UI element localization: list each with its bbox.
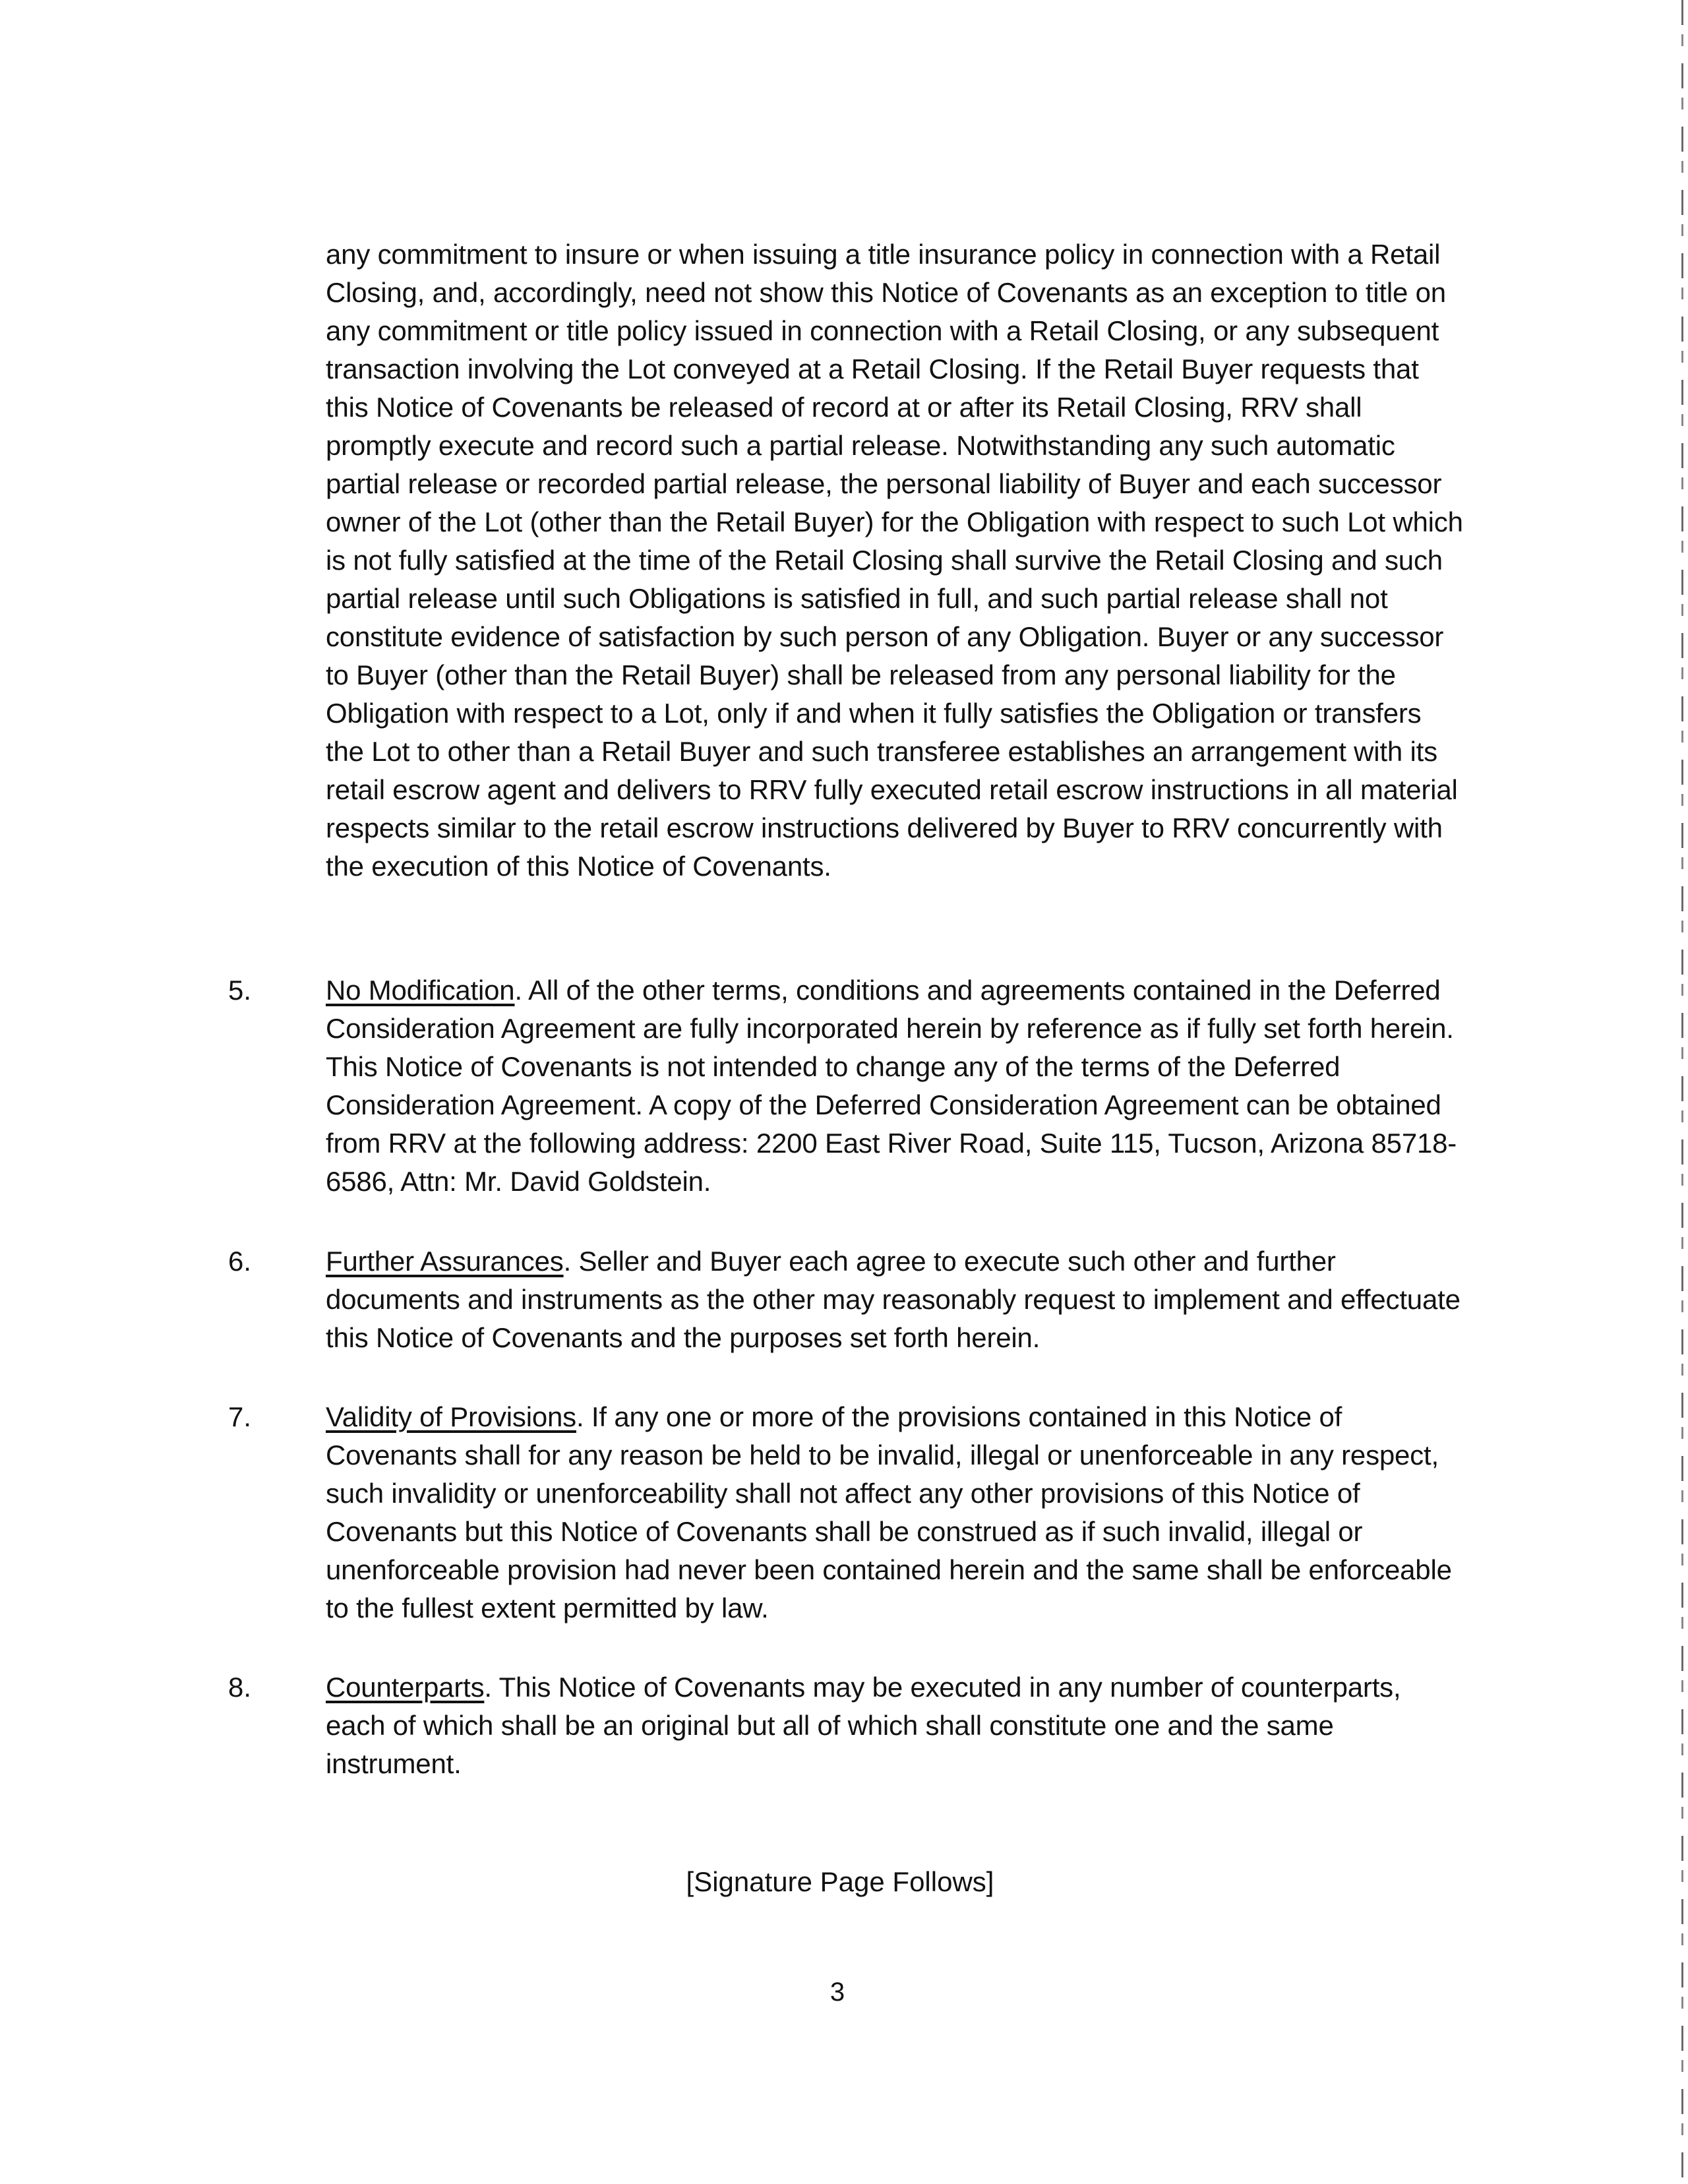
section-body [326, 971, 1468, 1201]
section-heading: Counterparts [326, 1672, 485, 1703]
page-number-text: 3 [829, 1978, 845, 2007]
section-text: . Seller and Buyer each agree to execute such other and further documents and instruments as the other may reasonably request to implement and effectuate this Notice of Covenants and the purposes set forth herein. [326, 1246, 1461, 1353]
lead-paragraph: any commitment to insure or when issuing a title insurance policy in connection with a Retail Closing, and, accordingly, need not show this Notice of Covenants as an exception to title on any commitment or title policy issued in connection with a Retail Closing, or any subsequent transaction involving the Lot conveyed at a Retail Closing. If the Retail Buyer requests that this Notice of Covenants be released of record at or after its Retail Closing, RRV shall promptly execute and record such a partial release. Notwithstanding any such automatic partial release or recorded partial release, the personal liability of Buyer and each successor owner of the Lot (other than the Retail Buyer) for the Obligation with respect to such Lot which is not fully satisfied at the time of the Retail Closing shall survive the Retail Closing and such partial release until such Obligations is satisfied in full, and such partial release shall not constitute evidence of satisfaction by such person of any Obligation. Buyer or any successor to Buyer (other than the Retail Buyer) shall be released from any personal liability for the Obligation with respect to a Lot, only if and when it fully satisfies the Obligation or transfers the Lot to other than a Retail Buyer and such transferee establishes an arrangement with its retail escrow agent and delivers to RRV fully executed retail escrow instructions in all material respects similar to the retail escrow instructions delivered by Buyer to RRV concurrently with the execution of this Notice of Covenants. [326, 239, 1463, 882]
section-heading: No Modification [326, 975, 515, 1006]
section-heading: Validity of Provisions [326, 1401, 576, 1432]
page-number [0, 1974, 1688, 2011]
section-number: 8. [228, 1672, 252, 1703]
signature-note-text: [Signature Page Follows] [686, 1866, 994, 1897]
section-number: 6. [228, 1246, 252, 1277]
section-number: 7. [228, 1401, 252, 1432]
section-body [326, 1398, 1468, 1627]
signature-page-note [0, 1863, 1688, 1901]
section-text: . If any one or more of the provisions contained in this Notice of Covenants shall for any reason be held to be invalid, illegal or unenforceable in any respect, such invalidity or unenforceability shall not affect any other provisions of this Notice of Covenants but this Notice of Covenants shall be construed as if such invalid, illegal or unenforceable provision had never been contained herein and the same shall be enforceable to the fullest extent permitted by law. [326, 1401, 1452, 1623]
section-number: 5. [228, 975, 252, 1006]
section-text: . All of the other terms, conditions and agreements contained in the Deferred Consideration Agreement are fully incorporated herein by reference as if fully set forth herein. This Notice of Covenants is not intended to change any of the terms of the Deferred Consideration Agreement. A copy of the Deferred Consideration Agreement can be obtained from RRV at the following address: 2200 East River Road, Suite 115, Tucson, Arizona 85718-6586, Attn: Mr. David Goldstein. [326, 975, 1457, 1197]
section-heading: Further Assurances [326, 1246, 564, 1277]
section-text: . This Notice of Covenants may be executed in any number of counterparts, each of which shall be an original but all of which shall constitute one and the same instrument. [326, 1672, 1401, 1779]
scan-edge-line [1681, 0, 1683, 2184]
section-body [326, 1668, 1468, 1783]
section-body [326, 1242, 1468, 1357]
